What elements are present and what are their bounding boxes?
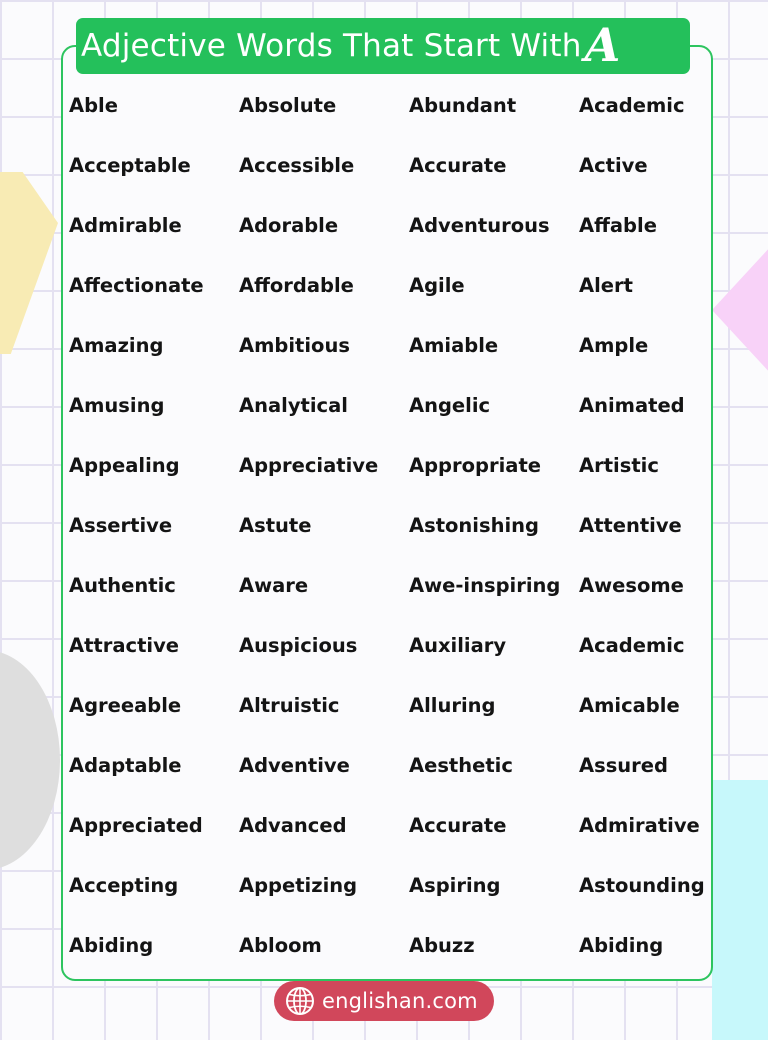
word-item: Able [69, 94, 118, 117]
word-item: Appreciated [69, 814, 203, 837]
word-item: Accessible [239, 154, 355, 177]
word-item: Acceptable [69, 154, 191, 177]
word-item: Astute [239, 514, 312, 537]
word-item: Accurate [409, 814, 507, 837]
word-item: Admirative [579, 814, 700, 837]
word-item: Accepting [69, 874, 179, 897]
word-item: Astonishing [409, 514, 539, 537]
word-item: Aware [239, 574, 309, 597]
word-item: Affectionate [69, 274, 204, 297]
word-item: Affable [579, 214, 657, 237]
word-item: Adorable [239, 214, 339, 237]
word-item: Alluring [409, 694, 496, 717]
word-item: Ambitious [239, 334, 350, 357]
word-item: Amazing [69, 334, 164, 357]
word-item: Aspiring [409, 874, 501, 897]
word-item: Appetizing [239, 874, 358, 897]
title-letter: A [584, 18, 621, 72]
word-item: Auxiliary [409, 634, 507, 657]
word-item: Amicable [579, 694, 680, 717]
word-item: Awesome [579, 574, 684, 597]
word-item: Appreciative [239, 454, 379, 477]
word-item: Accurate [409, 154, 507, 177]
word-item: Adventive [239, 754, 350, 777]
word-item: Attentive [579, 514, 682, 537]
word-item: Abiding [579, 934, 664, 957]
decorative-cyan-rectangle [712, 780, 768, 1040]
website-badge[interactable] [274, 981, 494, 1021]
word-item: Appropriate [409, 454, 541, 477]
word-item: Adaptable [69, 754, 182, 777]
word-item: Authentic [69, 574, 176, 597]
word-item: Awe-inspiring [409, 574, 561, 597]
word-item: Agile [409, 274, 465, 297]
title-banner [76, 18, 690, 74]
word-item: Advanced [239, 814, 347, 837]
word-item: Absolute [239, 94, 337, 117]
word-item: Amiable [409, 334, 499, 357]
word-item: Admirable [69, 214, 182, 237]
word-grid [69, 76, 709, 976]
word-item: Academic [579, 634, 685, 657]
word-item: Altruistic [239, 694, 340, 717]
page-title: Adjective Words That Start With [81, 27, 582, 64]
word-item: Active [579, 154, 648, 177]
word-item: Assertive [69, 514, 173, 537]
word-item: Agreeable [69, 694, 182, 717]
word-item: Amusing [69, 394, 165, 417]
word-item: Attractive [69, 634, 180, 657]
word-item: Abuzz [409, 934, 475, 957]
word-item: Abiding [69, 934, 154, 957]
word-item: Adventurous [409, 214, 550, 237]
word-item: Aesthetic [409, 754, 513, 777]
word-item: Affordable [239, 274, 354, 297]
decorative-pink-diamond [712, 245, 768, 375]
word-item: Appealing [69, 454, 180, 477]
word-item: Angelic [409, 394, 491, 417]
globe-icon [284, 985, 316, 1017]
word-item: Analytical [239, 394, 348, 417]
decorative-gray-circle [0, 650, 60, 870]
word-item: Assured [579, 754, 668, 777]
word-item: Abloom [239, 934, 322, 957]
decorative-yellow-pentagon [0, 172, 58, 354]
word-item: Animated [579, 394, 685, 417]
word-item: Academic [579, 94, 685, 117]
website-label: englishan.com [322, 989, 478, 1013]
word-item: Astounding [579, 874, 705, 897]
word-item: Alert [579, 274, 633, 297]
word-item: Abundant [409, 94, 517, 117]
word-item: Auspicious [239, 634, 358, 657]
word-item: Ample [579, 334, 649, 357]
word-item: Artistic [579, 454, 659, 477]
